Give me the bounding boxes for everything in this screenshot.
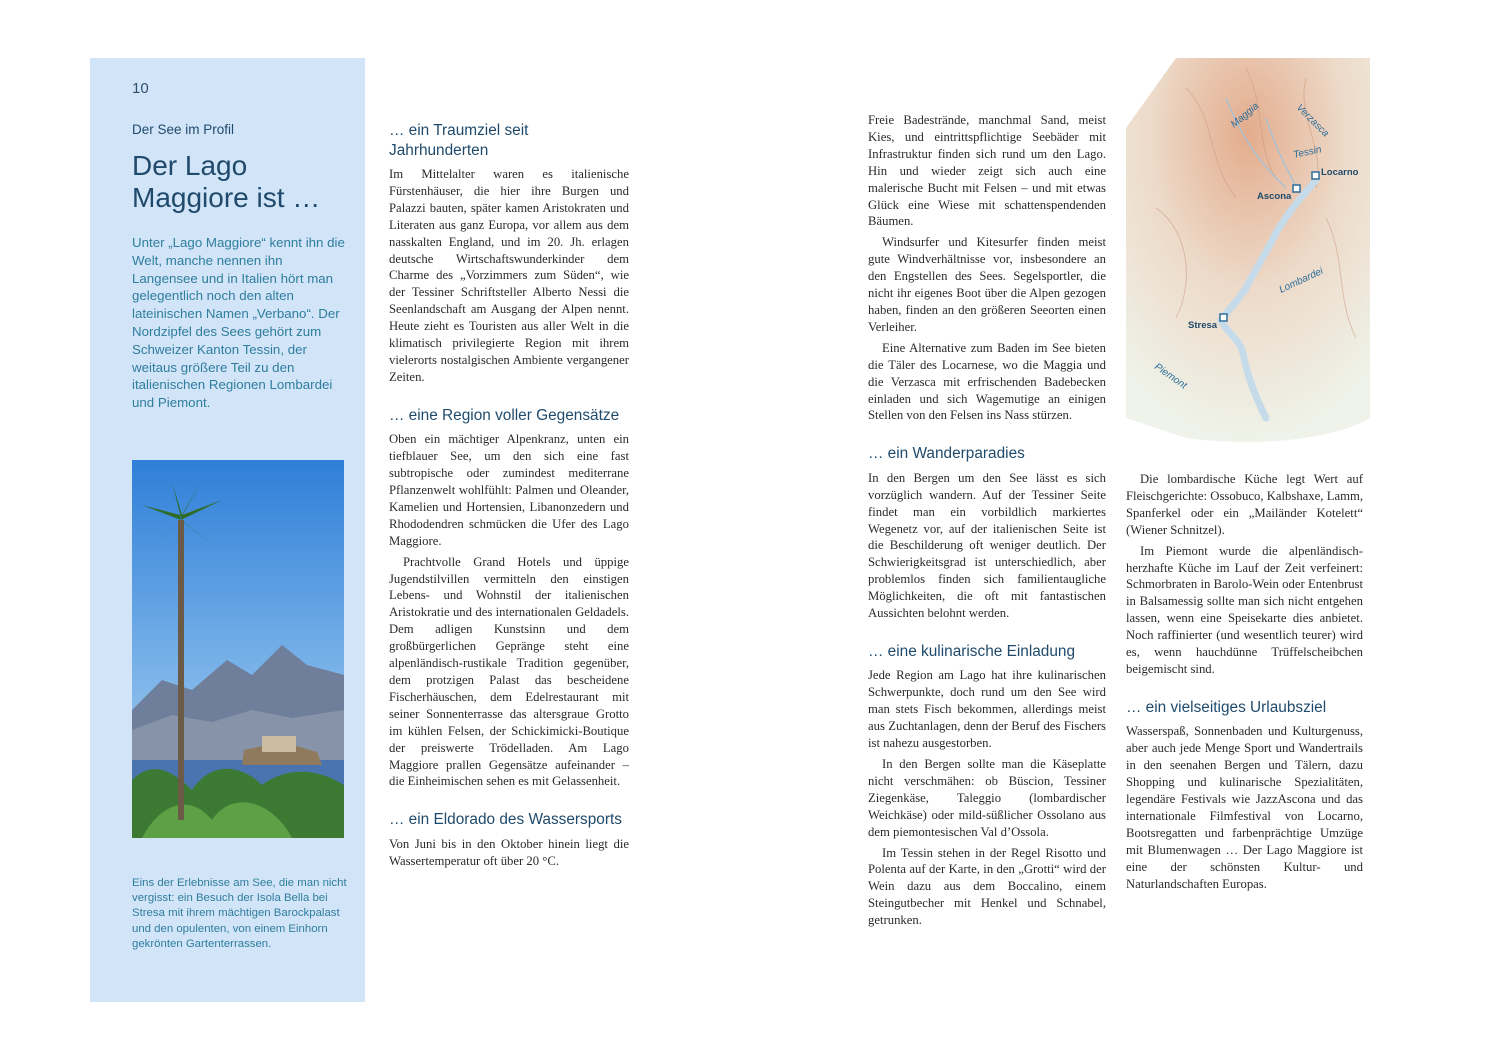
paragraph: Im Piemont wurde die alpenländisch-herzhafte Küche im Lauf der Zeit verfeinert: Schmorbraten in Barolo-Wein oder Entenbrust in Balsamessig sollte man sich nicht entgehen lassen, wenn eine Speisekarte dies anbietet. Noch raffinierter (und wesentlich teurer) wird es, wenn hauchdünne Trüffelscheibchen beigemischt sind. — [1126, 543, 1363, 676]
paragraph: Jede Region am Lago hat ihre kulinarischen Schwerpunkte, doch rund um den See wird man stets Fisch bekommen, allerdings meist aus Zuchtanlagen, denn der Beruf des Fischers ist nahezu ausgestorben. — [868, 668, 1106, 751]
paragraph: Wasserspaß, Sonnenbaden und Kulturgenuss, aber auch jede Menge Sport und Wandertrails in den seenahen Bergen und Tälern, dazu Shopping und kulinarische Spezialitäten, legendäre Festivals wie JazzAscona und das internationale Filmfestival von Locarno, Bootsregatten und farbenprächtige Umzüge mit Blumenwagen … Der Lago Maggiore ist eine der schönsten Kultur- und Naturlandschaften Europas. — [1126, 724, 1363, 891]
map-label-tessin: Tessin — [1292, 144, 1323, 161]
locarno-marker — [1312, 172, 1319, 179]
article-column-1 — [389, 121, 629, 884]
section-eldorado-cont — [868, 112, 1106, 424]
paragraph: Die lombardische Küche legt Wert auf Fleischgerichte: Ossobuco, Kalbshaxe, Lamm, Spanferkel oder ein „Mailänder Kotelett“ (Wiener Schnitzel). — [1126, 472, 1363, 537]
map-label-maggia: Maggia — [1228, 100, 1262, 131]
article-column-2 — [868, 112, 1106, 943]
section-heading-gegensaetze: … eine Region voller Gegensätze — [389, 406, 620, 424]
section-gegensaetze — [389, 406, 629, 791]
map-label-piemont: Piemont — [1152, 361, 1189, 392]
photo-caption: Eins der Erlebnisse am See, die man nicht vergisst: ein Besuch der Isola Bella bei Stresa mit ihrem mächtigen Barockpalast und den opulenten, von einem Einhorn gekrönten Gartenterrassen. — [132, 877, 347, 950]
section-urlaubsziel — [1126, 698, 1363, 893]
paragraph: Oben ein mächtiger Alpenkranz, unten ein tiefblauer See, um den sich eine fast subtropische oder zumindest mediterrane Pflanzenwelt wohlfühlt: Palmen und Oleander, Kamelien und Hortensien, Libanonzedern und Rhododendren schmücken die Ufer des Lago Maggiore. — [389, 432, 629, 548]
paragraph: Prachtvolle Grand Hotels und üppige Jugendstilvillen vermitteln den einstigen Lebens- und Wohnstil der italienischen Aristokratie und des internationalen Geldadels. Dem adligen Kunstsinn und dem großbürgerlichen Gepränge steht eine alpenländisch-rustikale Tradition gegenüber, dem protzigen Palast das bescheidene Fischerhäuschen, dem Edelrestaurant mit seiner Sonnenterrasse das altersgraue Grotto im kühlen Felsen, der Schickimicki-Boutique der preiswerte Trödelladen. Am Lago Maggiore prallen Gegensätze aufeinander – die Einheimischen sehen es mit Gelassenheit. — [389, 554, 629, 789]
paragraph: Von Juni bis in den Oktober hinein liegt die Wassertemperatur oft über 20 °C. — [389, 836, 629, 868]
paragraph: Im Tessin stehen in der Regel Risotto und Polenta auf der Karte, in den „Grotti“ wird der Wein dazu aus dem Boccalino, einem Steingutbecher mit Henkel und Schnabel, getrunken. — [868, 845, 1106, 928]
section-heading-wanderparadies: … ein Wanderparadies — [868, 445, 1025, 463]
map-label-verzasca: Verzasca — [1293, 102, 1331, 140]
paragraph: Freie Badestrände, manchmal Sand, meist Kies, und eintrittspflichtige Seebäder mit Infrastruktur finden sich rund um den Lago. Hin und wieder zeigt sich auch eine malerische Bucht mit Felsen – und mit etwas Glück eine Wiese mit schattenspendenden Bäumen. — [868, 113, 1106, 229]
ascona-marker — [1293, 185, 1300, 192]
map-label-stresa: Stresa — [1188, 320, 1218, 331]
paragraph: In den Bergen sollte man die Käseplatte nicht verschmähen: ob Büscion, Tessiner Ziegenkäse, Taleggio (lombardischer Weichkäse) oder mild-süßlicher Ossolano aus dem piemontesischen Val d’Ossola. — [868, 757, 1106, 839]
section-traumziel — [389, 121, 629, 386]
section-wanderparadies — [868, 444, 1106, 622]
section-heading-urlaubsziel: … ein vielseitiges Urlaubsziel — [1126, 698, 1327, 716]
paragraph: Windsurfer und Kitesurfer finden meist gute Windverhältnisse vor, insbesondere an den Engstellen des Sees. Segelsportler, die nicht ihr eigenes Boot über die Alpen gezogen haben, finden an den größeren Seeorten einen Verleiher. — [868, 235, 1106, 334]
section-heading-traumziel: … ein Traumziel seit Jahrhunderten — [389, 122, 529, 159]
stresa-marker — [1220, 314, 1227, 321]
page-headline: Der Lago Maggiore ist … — [132, 150, 321, 213]
section-kicker: Der See im Profil — [132, 122, 235, 137]
section-heading-eldorado: … ein Eldorado des Wassersports — [389, 811, 622, 829]
section-eldorado — [389, 810, 629, 869]
map-label-ascona: Ascona — [1257, 191, 1292, 202]
map-label-lombardei: Lombardei — [1277, 265, 1326, 296]
paragraph: Eine Alternative zum Baden im See bieten die Täler des Locarnese, wo die Maggia und die Verzasca mit erfrischenden Badebecken einladen und sich Wagemutige an einigen Stellen von den Felsen ins Nass stürzen. — [868, 340, 1106, 423]
lake-map — [1126, 58, 1370, 446]
page-number: 10 — [132, 80, 149, 97]
section-heading-kulinarisch: … eine kulinarische Einladung — [868, 642, 1076, 660]
paragraph: Im Mittelalter waren es italienische Fürstenhäuser, die hier ihre Burgen und Palazzi bauten, später kamen Aristokraten und Literaten aus ganz Europa, vor allem aus dem nasskalten England, und im 20. Jh. erlagen deutsche Wirtschaftswunderkinder dem Charme des „Vorzimmers zum Süden“, wie der Tessiner Schriftsteller Alberto Nessi die Seenlandschaft am Ausgang der Alpen nennt. Heute zieht es Touristen aus aller Welt in die klimatisch privilegierte Region mit ihrem vielerorts nostalgischen Ambiente vergangener Zeiten. — [389, 167, 629, 384]
intro-text: Unter „Lago Maggiore“ kennt ihn die Welt, manche nennen ihn Langensee und in Italien hört man gelegentlich noch den alten lateinischen Namen „Verbano“. Der Nordzipfel des Sees gehört zum Schweizer Kanton Tessin, der weitaus größere Teil zu den italienischen Regionen Lombardei und Piemont. — [132, 235, 345, 411]
paragraph: In den Bergen um den See lässt es sich vorzüglich wandern. Auf der Tessiner Seite findet man ein vorbildlich markiertes Wegenetz vor, auf der italienischen Seite ist die Beschilderung oft weniger deutlich. Der Schwierigkeitsgrad ist unterschiedlich, aber problemlos finden sich familientaugliche Möglichkeiten, die oft mit fantastischen Aussichten belohnt werden. — [868, 470, 1106, 621]
section-kulinarisch — [868, 642, 1106, 929]
isola-bella-photo — [132, 460, 344, 838]
article-column-3-body — [1126, 467, 1363, 906]
map-label-locarno: Locarno — [1321, 167, 1359, 178]
